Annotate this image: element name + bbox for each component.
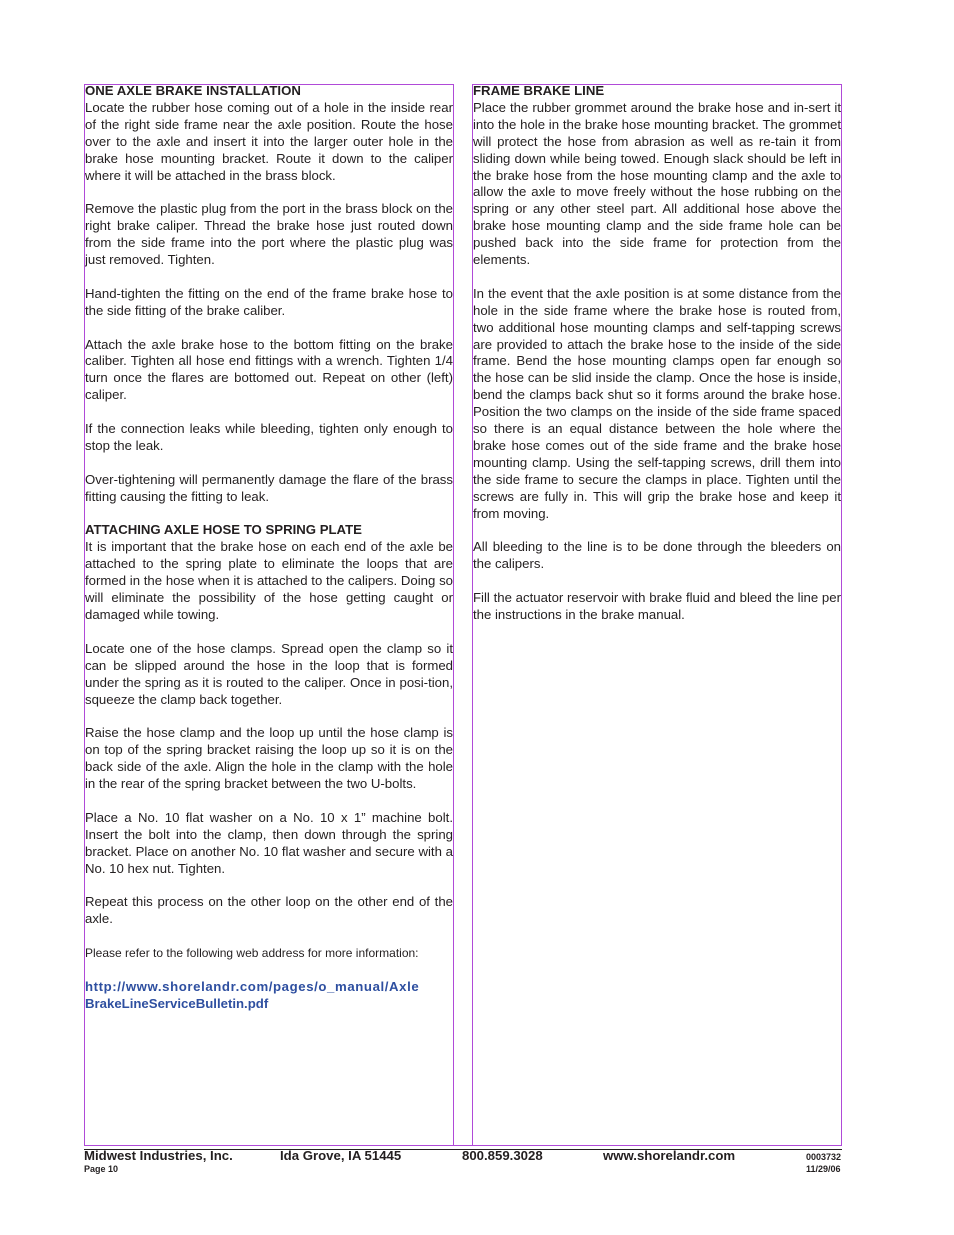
- paragraph: Repeat this process on the other loop on the other end of the axle.: [85, 894, 453, 927]
- paragraph: Locate the rubber hose coming out of a hole in the inside rear of the right side frame near the axle position. Route the hose over to the axle and insert it into the larger outer hole in the brake hose mounting bracket. Route it down to the caliper where it will be attached in the brass block.: [85, 99, 453, 183]
- link-line-2[interactable]: BrakeLineServiceBulletin.pdf: [85, 995, 269, 1011]
- left-column: [84, 84, 454, 1146]
- footer-website: www.shorelandr.com: [603, 1148, 736, 1163]
- section-title-one-axle: ONE AXLE BRAKE INSTALLATION: [85, 84, 301, 98]
- paragraph: Over-tightening will permanently damage the flare of the brass fitting causing the fitting to leak.: [85, 471, 453, 504]
- paragraph: In the event that the axle position is at some distance from the hole in the side frame where the brake hose is routed from, two additional hose mounting clamps and self-tapping screws are provided to attach the brake hose to the inside of the side frame. Bend the hose mounting clamps open far enough so the hose can be slid inside the clamp. Once the hose is inside, bend the clamps back shut so it forms around the brake hose. Position the two clamps on the inside of the side frame spaced so there is an equal distance between the hole where the brake hose comes out of the side frame and the brake hose mounting clamp. Using the self-tapping screws, drill them into the side frame to secure the clamps in place. Tighten until the screws are fully in. This will grip the brake hose and keep it from moving.: [473, 285, 841, 521]
- right-column: [472, 84, 842, 1146]
- footer-divider: [84, 1145, 842, 1146]
- footer-phone: 800.859.3028: [462, 1148, 543, 1163]
- footer-page-number: Page 10: [84, 1164, 119, 1174]
- refer-text: Please refer to the following web address for more information:: [85, 946, 419, 961]
- paragraph: Place a No. 10 flat washer on a No. 10 x 1” machine bolt. Insert the bolt into the clamp, then down through the spring bracket. Place on another No. 10 flat washer and secure with a No. 10 hex nut. Tighten.: [85, 809, 453, 876]
- link-line-1[interactable]: http://www.shorelandr.com/pages/o_manual/Axle: [85, 978, 420, 994]
- footer-company: Midwest Industries, Inc.: [84, 1148, 233, 1163]
- footer-location: Ida Grove, IA 51445: [280, 1148, 402, 1163]
- paragraph: If the connection leaks while bleeding, tighten only enough to stop the leak.: [85, 421, 453, 453]
- paragraph: Hand-tighten the fitting on the end of the frame brake hose to the side fitting of the brake caliber.: [85, 285, 453, 318]
- paragraph: Attach the axle brake hose to the bottom fitting on the brake caliber. Tighten all hose end fittings with a wrench. Tighten 1/4 turn once the flares are bottomed out. Repeat on other (left) caliper.: [85, 336, 453, 403]
- footer-date: 11/29/06: [806, 1164, 841, 1174]
- paragraph: It is important that the brake hose on each end of the axle be attached to the spring plate to eliminate the loops that are formed in the hose when it is attached to the calipers. Doing so will eliminate the possibility of the hose getting caught or damaged while towing.: [85, 539, 453, 622]
- footer-doc-number: 0003732: [806, 1152, 842, 1162]
- paragraph: Place the rubber grommet around the brake hose and in-sert it into the hole in the brake hose mounting bracket. The grommet will protect the hose from abrasion as well as re-tain it from sliding down while being towed. Enough slack should be left in the brake hose from the hose mounting clamp and the axle to allow the axle to move freely without the hose rubbing on the spring or any other steel part. All additional hose above the brake hose mounting clamp and the side frame hole can be pushed back into the side frame for protection from the elements.: [473, 99, 841, 268]
- paragraph: Locate one of the hose clamps. Spread open the clamp so it can be slipped around the hose in the loop that is formed under the spring as it is routed to the caliper. Once in posi-tion, squeeze the clamp back together.: [85, 640, 453, 707]
- service-bulletin-link[interactable]: [85, 979, 453, 1013]
- paragraph: Raise the hose clamp and the loop up until the hose clamp is on top of the spring bracket raising the loop up so it is on the back side of the axle. Align the hole in the clamp with the hole in the rear of the spring bracket between the two U-bolts.: [85, 725, 453, 792]
- paragraph: Fill the actuator reservoir with brake fluid and bleed the line per the instructions in the brake manual.: [473, 590, 841, 623]
- section-title-spring-plate: ATTACHING AXLE HOSE TO SPRING PLATE: [85, 522, 362, 538]
- paragraph: Remove the plastic plug from the port in the brass block on the right brake caliper. Thread the brake hose just routed down from the side frame into the port where the plastic plug was just removed. Tighten.: [85, 201, 453, 268]
- section-title-frame-brake-line: FRAME BRAKE LINE: [473, 84, 605, 98]
- paragraph: All bleeding to the line is to be done through the bleeders on the calipers.: [473, 539, 841, 572]
